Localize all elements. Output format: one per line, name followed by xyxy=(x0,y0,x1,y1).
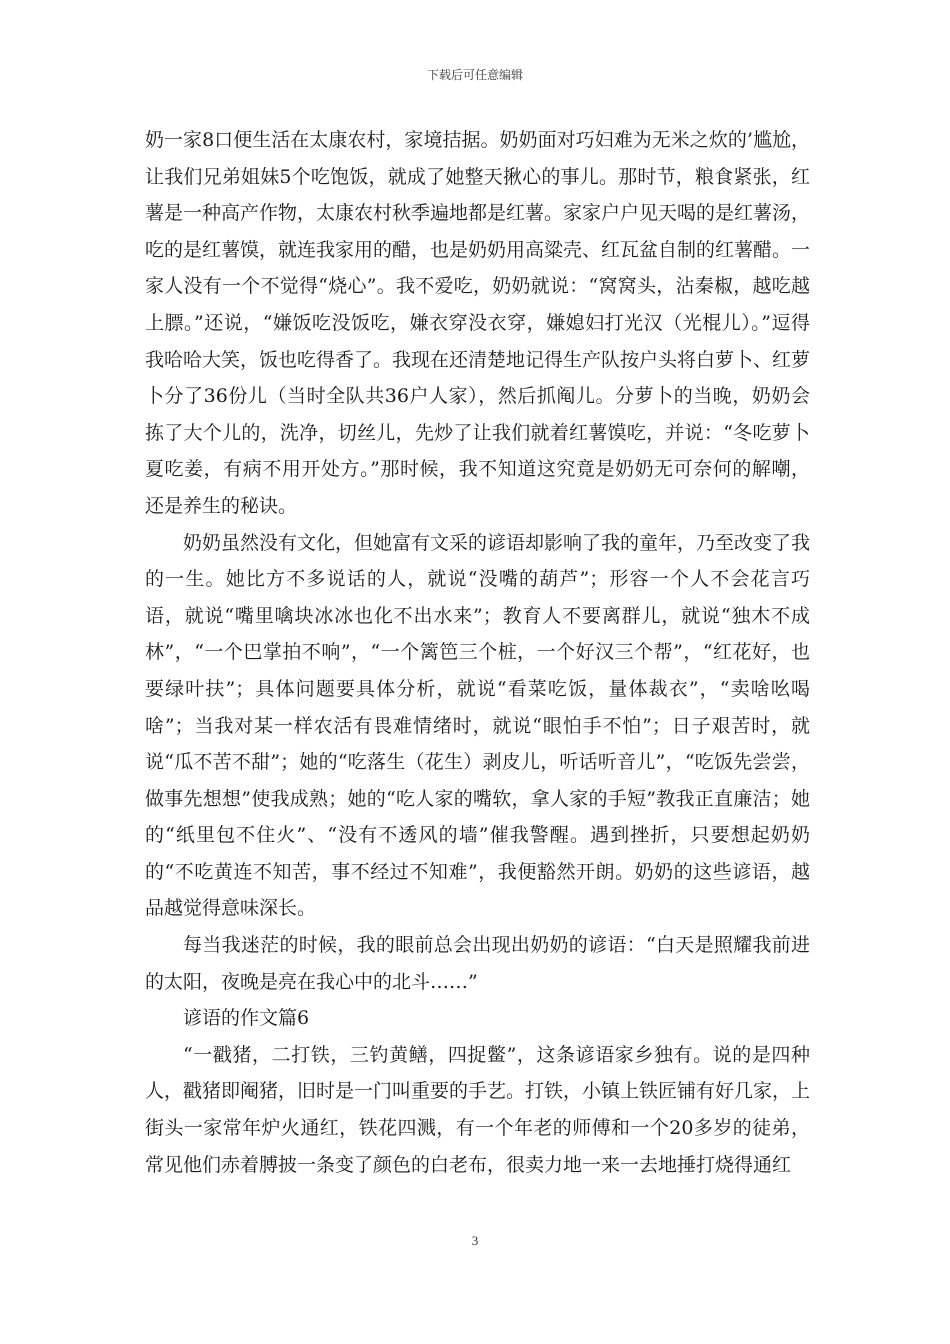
paragraph-4: “一戳猪，二打铁，三钓黄鳝，四捉鳖”，这条谚语家乡独有。说的是四种人，戳猪即阉猪，旧时是一门叫重要的手艺。打铁，小镇上铁匠铺有好几家，上街头一家常年炉火通红，铁花四溅，有一个年老的师傅和一个20多岁的徒弟，常见他们赤着膊披一条变了颜色的白老布，很卖力地一来一去地捶打烧得通红 xyxy=(145,1043,811,1176)
paragraph-3: 每当我迷茫的时候，我的眼前总会出现出奶奶的谚语：“白天是照耀我前进的太阳，夜晚是亮在我心中的北斗……” xyxy=(145,934,810,993)
page-number: 3 xyxy=(471,1233,479,1248)
page-header: 下载后可任意编辑 xyxy=(426,68,523,82)
paragraph-1: 奶一家8口便生活在太康农村，家境拮据。奶奶面对巧妇难为无米之炊的’尴尬，让我们兄弟姐妹5个吃饱饭，就成了她整天揪心的事儿。那时节，粮食紧张，红薯是一种高产作物，太康农村秋季遍地都是红薯。家家户户见天喝的是红薯汤，吃的是红薯馍，就连我家用的醋，也是奶奶用高粱壳、红瓦盆自制的红薯醋。一家人没有一个不觉得“烧心”。我不爱吃，奶奶就说：“窝窝头，沾秦椒，越吃越上膘。”还说，“嫌饭吃没饭吃，嫌衣穿没衣穿，嫌媳妇打光汉（光棍儿）。”逗得我哈哈大笑，饭也吃得香了。我现在还清楚地记得生产队按户头将白萝卜、红萝卜分了36份儿（当时全队共36户人家），然后抓阄儿。分萝卜的当晚，奶奶会拣了大个儿的，洗净，切丝儿，先炒了让我们就着红薯馍吃，并说：“冬吃萝卜夏吃姜，有病不用开处方。”那时候，我不知道这究竟是奶奶无可奈何的解嘲，还是养生的秘诀。 xyxy=(145,129,811,517)
document-body xyxy=(145,122,810,1183)
section-title: 谚语的作文篇6 xyxy=(183,1007,310,1030)
paragraph-2: 奶奶虽然没有文化，但她富有文采的谚语却影响了我的童年，乃至改变了我的一生。她比方不多说话的人，就说“没嘴的葫芦”；形容一个人不会花言巧语，就说“嘴里噙块冰冰也化不出水来”；教育人不要离群儿，就说“独木不成林”，“一个巴掌拍不响”，“一个篱笆三个桩，一个好汉三个帮”，“红花好，也要绿叶扶”；具体问题要具体分析，就说“看菜吃饭，量体裁衣”，“卖啥吆喝啥”；当我对某一样农活有畏难情绪时，就说“眼怕手不怕”；日子艰苦时，就说“瓜不苦不甜”；她的“吃落生（花生）剥皮儿，听话听音儿”，“吃饭先尝尝，做事先想想”使我成熟；她的“吃人家的嘴软，拿人家的手短”教我正直廉洁；她的“纸里包不住火”、“没有不透风的墙”催我警醒。遇到挫折，只要想起奶奶的“不吃黄连不知苦，事不经过不知难”，我便豁然开朗。奶奶的这些谚语，越品越觉得意味深长。 xyxy=(145,531,811,920)
